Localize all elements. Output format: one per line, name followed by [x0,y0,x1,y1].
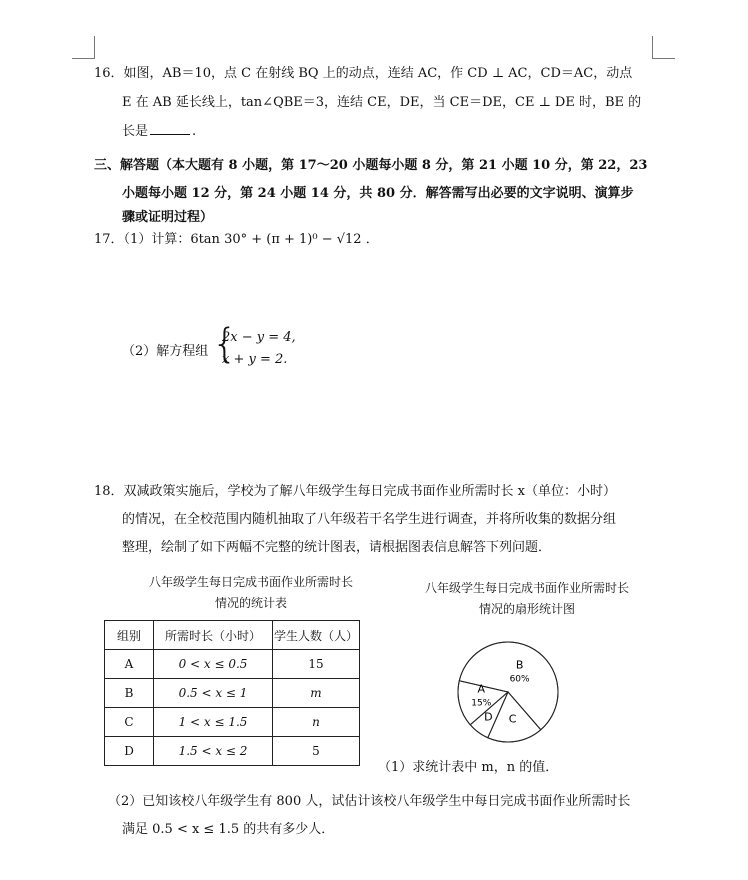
pie-label-a: A [477,682,486,696]
table-row [105,679,360,708]
crop-mark-top-left [72,36,95,59]
answer-blank [150,122,190,135]
table-caption [136,572,366,614]
q16-line-3-prefix: 长是 [122,124,149,139]
pie-chart [456,640,560,744]
pie-label-b: B [515,658,524,672]
pie-label-d: D [484,710,493,724]
table-caption-line-2: 情况的统计表 [214,596,287,610]
table-caption-line-1: 八年级学生每日完成书面作业所需时长 [148,575,353,589]
pie-caption-line-2: 情况的扇形统计图 [478,602,575,616]
equation-2: x + y = 2. [222,352,288,367]
header-group: 组别 [105,621,154,650]
q18-sub-1: （1）求统计表中 m，n 的值． [378,760,559,775]
cell-group: C [105,708,154,737]
cell-group: B [105,679,154,708]
q16-line-3-suffix: . [192,124,197,139]
header-duration: 所需时长（小时） [154,621,273,650]
section-3-line-1: 三、解答题（本大题有 8 小题，第 17～20 小题每小题 8 分，第 21 小题 10 分，第 22，23 [94,158,648,173]
pie-percent-a: 15% [471,698,492,709]
cell-duration: 1.5 < x ≤ 2 [154,737,273,766]
cell-group: D [105,737,154,766]
q16-line-2: E 在 AB 延长线上，tan∠QBE＝3，连结 CE，DE，当 CE＝DE，CE ⊥ DE 时，BE 的 [122,95,642,110]
equation-1: 2x − y = 4, [222,330,296,345]
cell-count: m [273,679,360,708]
cell-count: 15 [273,650,360,679]
section-3-line-2: 小题每小题 12 分，第 24 小题 14 分，共 80 分．解答需写出必要的文字说明、演算步 [122,186,634,201]
cell-count: n [273,708,360,737]
cell-count: 5 [273,737,360,766]
q17-part-1: 17．（1）计算：6tan 30° + (π + 1)⁰ − √12 ． [94,232,379,247]
table-row [105,737,360,766]
table-header-row [105,621,360,650]
q18-line-3: 整理，绘制了如下两幅不完整的统计图表，请根据图表信息解答下列问题． [122,540,552,555]
q16-line-3 [122,120,196,139]
table-row [105,708,360,737]
cell-duration: 0.5 < x ≤ 1 [154,679,273,708]
statistics-table [104,620,360,766]
pie-caption-line-1: 八年级学生每日完成书面作业所需时长 [424,581,629,595]
q18-line-1: 18．双减政策实施后，学校为了解八年级学生每日完成书面作业所需时长 x（单位：小时） [94,484,617,499]
pie-percent-b: 60% [509,674,530,685]
cell-duration: 0 < x ≤ 0.5 [154,650,273,679]
q17-part-2-label: （2）解方程组 [122,344,209,359]
q18-line-2: 的情况，在全校范围内随机抽取了八年级若干名学生进行调查，并将所收集的数据分组 [122,512,617,527]
q16-line-1: 16．如图，AB＝10，点 C 在射线 BQ 上的动点，连结 AC，作 CD ⊥ AC，CD＝AC，动点 [94,66,633,81]
pie-caption [412,578,642,620]
table-row [105,650,360,679]
section-3-line-3: 骤或证明过程） [122,210,214,225]
q18-sub-2-line-1: （2）已知该校八年级学生有 800 人，试估计该校八年级学生中每日完成书面作业所需时长 [108,794,631,809]
pie-label-c: C [508,712,517,726]
cell-duration: 1 < x ≤ 1.5 [154,708,273,737]
cell-group: A [105,650,154,679]
q18-sub-2-line-2: 满足 0.5 < x ≤ 1.5 的共有多少人． [122,822,335,837]
crop-mark-top-right [652,36,675,59]
system-brace: { [212,321,238,367]
header-count: 学生人数（人） [273,621,360,650]
